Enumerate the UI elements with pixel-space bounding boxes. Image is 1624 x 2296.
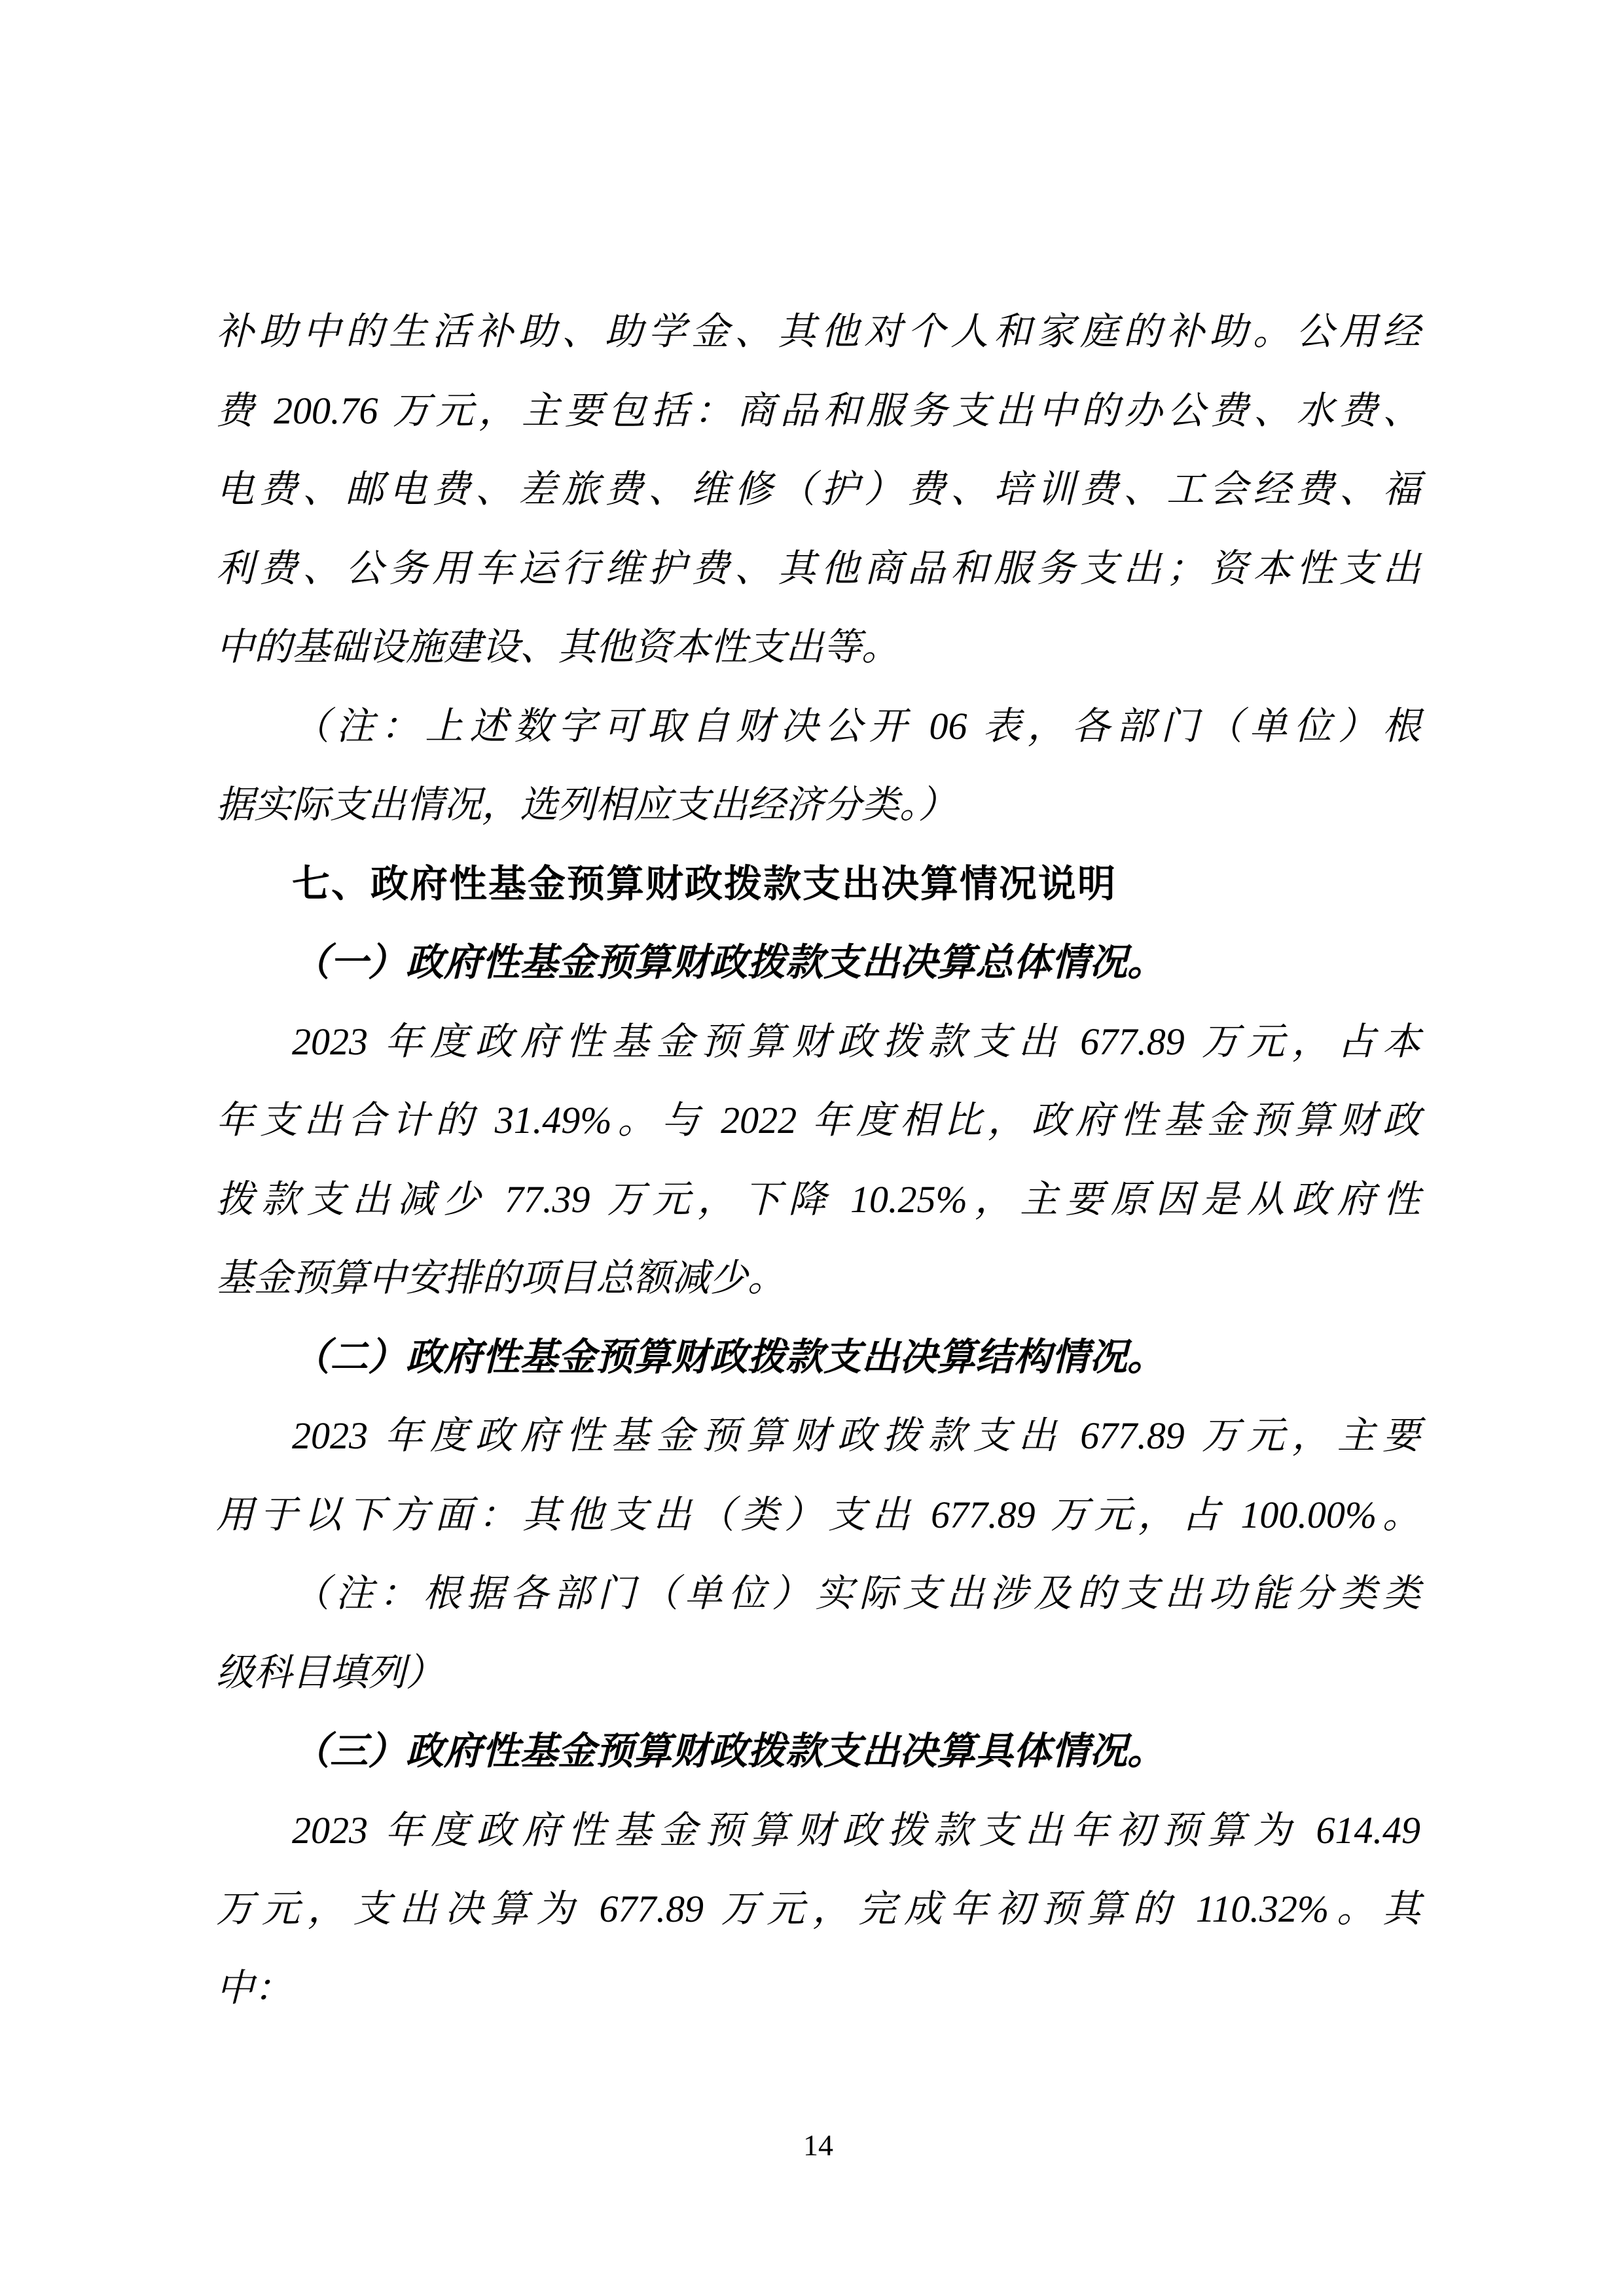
text-line: 利费、公务用车运行维护费、其他商品和服务支出；资本性支出 bbox=[216, 547, 1420, 590]
text-line: 据实际支出情况，选列相应支出经济分类。） bbox=[216, 783, 957, 826]
text-line: （二）政府性基金预算财政拨款支出决算结构情况。 bbox=[292, 1335, 1166, 1378]
text-line: （注：上述数字可取自财决公开 06 表，各部门（单位）根 bbox=[292, 704, 1420, 747]
text-line: 2023 年度政府性基金预算财政拨款支出 677.89 万元，主要 bbox=[292, 1414, 1420, 1457]
text-line: 电费、邮电费、差旅费、维修（护）费、培训费、工会经费、福 bbox=[216, 468, 1420, 511]
text-line: 万元，支出决算为 677.89 万元，完成年初预算的 110.32%。其 bbox=[216, 1888, 1420, 1930]
text-line: 2023 年度政府性基金预算财政拨款支出年初预算为 614.49 bbox=[292, 1808, 1420, 1852]
text-line: 中的基础设施建设、其他资本性支出等。 bbox=[216, 626, 900, 668]
text-line: 费 200.76 万元，主要包括：商品和服务支出中的办公费、水费、 bbox=[216, 389, 1420, 432]
text-line: 拨款支出减少 77.39 万元，下降 10.25%，主要原因是从政府性 bbox=[216, 1177, 1420, 1221]
text-line: （一）政府性基金预算财政拨款支出决算总体情况。 bbox=[292, 941, 1166, 984]
text-line: 补助中的生活补助、助学金、其他对个人和家庭的补助。公用经 bbox=[216, 310, 1420, 353]
text-line: 用于以下方面：其他支出（类）支出 677.89 万元，占 100.00%。 bbox=[216, 1493, 1420, 1536]
text-line: （三）政府性基金预算财政拨款支出决算具体情况。 bbox=[292, 1730, 1166, 1772]
text-line: 基金预算中安排的项目总额减少。 bbox=[216, 1257, 786, 1299]
text-line: 年支出合计的 31.49%。与 2022 年度相比，政府性基金预算财政 bbox=[216, 1099, 1420, 1141]
text-line: 七、政府性基金预算财政拨款支出决算情况说明 bbox=[292, 862, 1117, 905]
text-line: 级科目填列） bbox=[216, 1651, 444, 1694]
text-line: 2023 年度政府性基金预算财政拨款支出 677.89 万元，占本 bbox=[292, 1020, 1420, 1063]
page-number: 14 bbox=[803, 2128, 833, 2162]
document-body bbox=[216, 293, 1420, 2028]
text-line: （注：根据各部门（单位）实际支出涉及的支出功能分类类 bbox=[292, 1572, 1420, 1615]
text-line: 中： bbox=[216, 1966, 293, 2009]
